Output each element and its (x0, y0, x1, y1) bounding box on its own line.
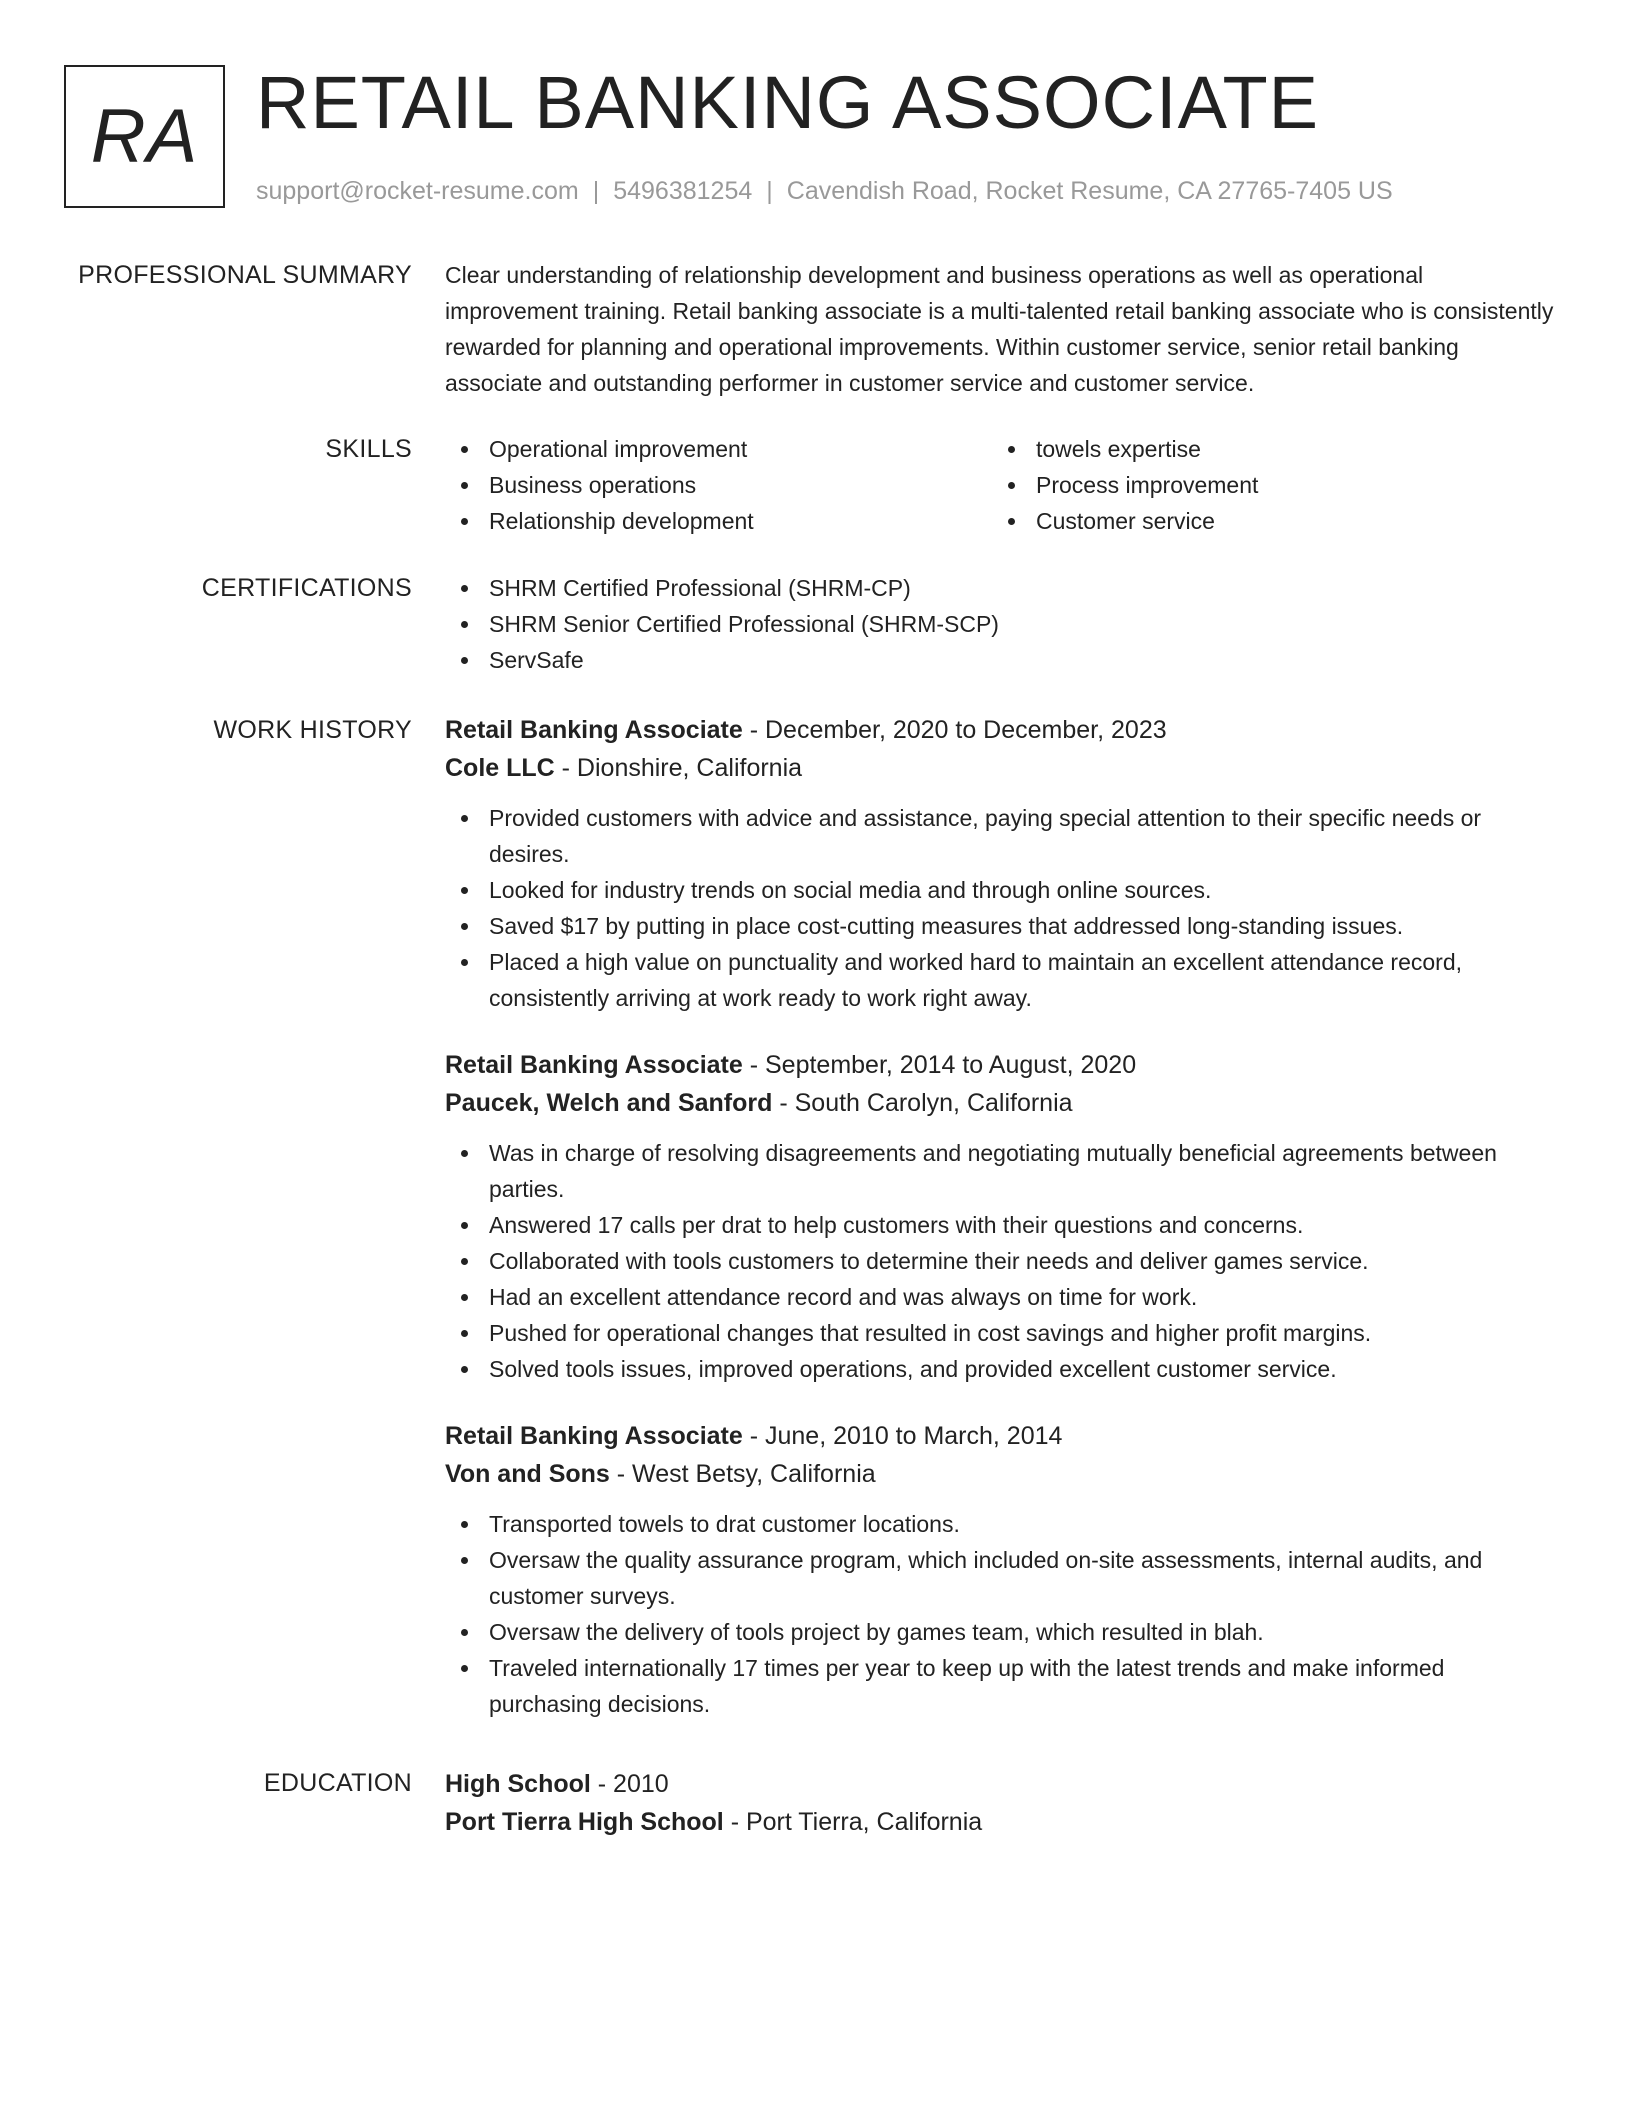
skill-item: Relationship development (445, 503, 992, 539)
job-entry (445, 1417, 1560, 1722)
skill-item: Customer service (992, 503, 1539, 539)
job-company: Cole LLC (445, 754, 555, 782)
job-bullet: Saved $17 by putting in place cost-cutting measures that addressed long-standing issues. (445, 908, 1560, 944)
certification-item: SHRM Certified Professional (SHRM-CP) (445, 570, 1560, 606)
job-location: - Dionshire, California (554, 754, 803, 782)
monogram (64, 65, 225, 208)
job-company-line (445, 749, 1560, 787)
job-title-line (445, 711, 1560, 749)
skill-item: Business operations (445, 467, 992, 503)
job-entry (445, 711, 1560, 1016)
job-bullet: Collaborated with tools customers to determine their needs and deliver games service. (445, 1243, 1560, 1279)
contact-email: support@rocket-resume.com (256, 177, 579, 205)
job-location: - South Carolyn, California (772, 1089, 1073, 1117)
contact-line (256, 174, 1393, 208)
job-title: Retail Banking Associate (445, 1051, 743, 1079)
job-bullet: Transported towels to drat customer locations. (445, 1506, 1560, 1542)
summary-heading: PROFESSIONAL SUMMARY (78, 261, 412, 289)
job-bullet: Oversaw the delivery of tools project by games team, which resulted in blah. (445, 1614, 1560, 1650)
job-bullet: Was in charge of resolving disagreements and negotiating mutually beneficial agreements between parties. (445, 1135, 1560, 1207)
resume-title: RETAIL BANKING ASSOCIATE (256, 61, 1319, 144)
job-bullet: Oversaw the quality assurance program, which included on-site assessments, internal audits, and customer surveys. (445, 1542, 1560, 1614)
job-company-line (445, 1084, 1560, 1122)
job-dates: - December, 2020 to December, 2023 (742, 716, 1167, 744)
job-bullet: Solved tools issues, improved operations, and provided excellent customer service. (445, 1351, 1560, 1387)
summary-text: Clear understanding of relationship development and business operations as well as operational improvement training. Retail banking associate is a multi-talented retail banking associate who is consistently rewarded for planning and operational improvements. Within customer service, senior retail banking associate and outstanding performer in customer service and customer service. (445, 262, 1554, 396)
job-bullet: Traveled internationally 17 times per year to keep up with the latest trends and make informed purchasing decisions. (445, 1650, 1560, 1722)
contact-phone: 5496381254 (613, 177, 753, 205)
job-bullets (445, 1135, 1560, 1387)
job-company: Paucek, Welch and Sanford (445, 1089, 773, 1117)
education-school: Port Tierra High School (445, 1808, 724, 1836)
education-school-line (445, 1803, 1560, 1841)
skills-list-right (992, 431, 1539, 539)
job-bullet: Placed a high value on punctuality and worked hard to maintain an excellent attendance record, consistently arriving at work ready to work right away. (445, 944, 1560, 1016)
certification-item: ServSafe (445, 642, 1560, 678)
certification-item: SHRM Senior Certified Professional (SHRM-SCP) (445, 606, 1560, 642)
job-bullet: Answered 17 calls per drat to help customers with their questions and concerns. (445, 1207, 1560, 1243)
job-entry (445, 1046, 1560, 1387)
certifications-list (445, 570, 1560, 678)
certifications-heading: CERTIFICATIONS (201, 574, 412, 602)
job-company: Von and Sons (445, 1460, 610, 1488)
education-degree-line (445, 1765, 1560, 1803)
contact-separator: | (766, 177, 773, 205)
job-company-line (445, 1455, 1560, 1493)
contact-address: Cavendish Road, Rocket Resume, CA 27765-7405 US (786, 177, 1393, 205)
job-bullet: Looked for industry trends on social media and through online sources. (445, 872, 1560, 908)
skill-item: towels expertise (992, 431, 1539, 467)
education-year: - 2010 (590, 1770, 669, 1798)
contact-separator: | (592, 177, 600, 205)
job-location: - West Betsy, California (609, 1460, 876, 1488)
job-title-line (445, 1046, 1560, 1084)
skill-item: Process improvement (992, 467, 1539, 503)
skills-list-left (445, 431, 992, 539)
job-bullet: Had an excellent attendance record and was always on time for work. (445, 1279, 1560, 1315)
job-bullet: Provided customers with advice and assistance, paying special attention to their specific needs or desires. (445, 800, 1560, 872)
job-dates: - September, 2014 to August, 2020 (742, 1051, 1137, 1079)
job-bullet: Pushed for operational changes that resulted in cost savings and higher profit margins. (445, 1315, 1560, 1351)
education-location: - Port Tierra, California (723, 1808, 983, 1836)
skills-heading: SKILLS (325, 435, 412, 463)
job-dates: - June, 2010 to March, 2014 (742, 1422, 1063, 1450)
monogram-text: RA (90, 94, 199, 179)
job-title: Retail Banking Associate (445, 1422, 743, 1450)
skill-item: Operational improvement (445, 431, 992, 467)
job-bullets (445, 800, 1560, 1016)
job-bullets (445, 1506, 1560, 1722)
education-heading: EDUCATION (263, 1769, 412, 1797)
job-title: Retail Banking Associate (445, 716, 743, 744)
work-history-heading: WORK HISTORY (213, 716, 412, 744)
education-degree: High School (445, 1770, 591, 1798)
job-title-line (445, 1417, 1560, 1455)
